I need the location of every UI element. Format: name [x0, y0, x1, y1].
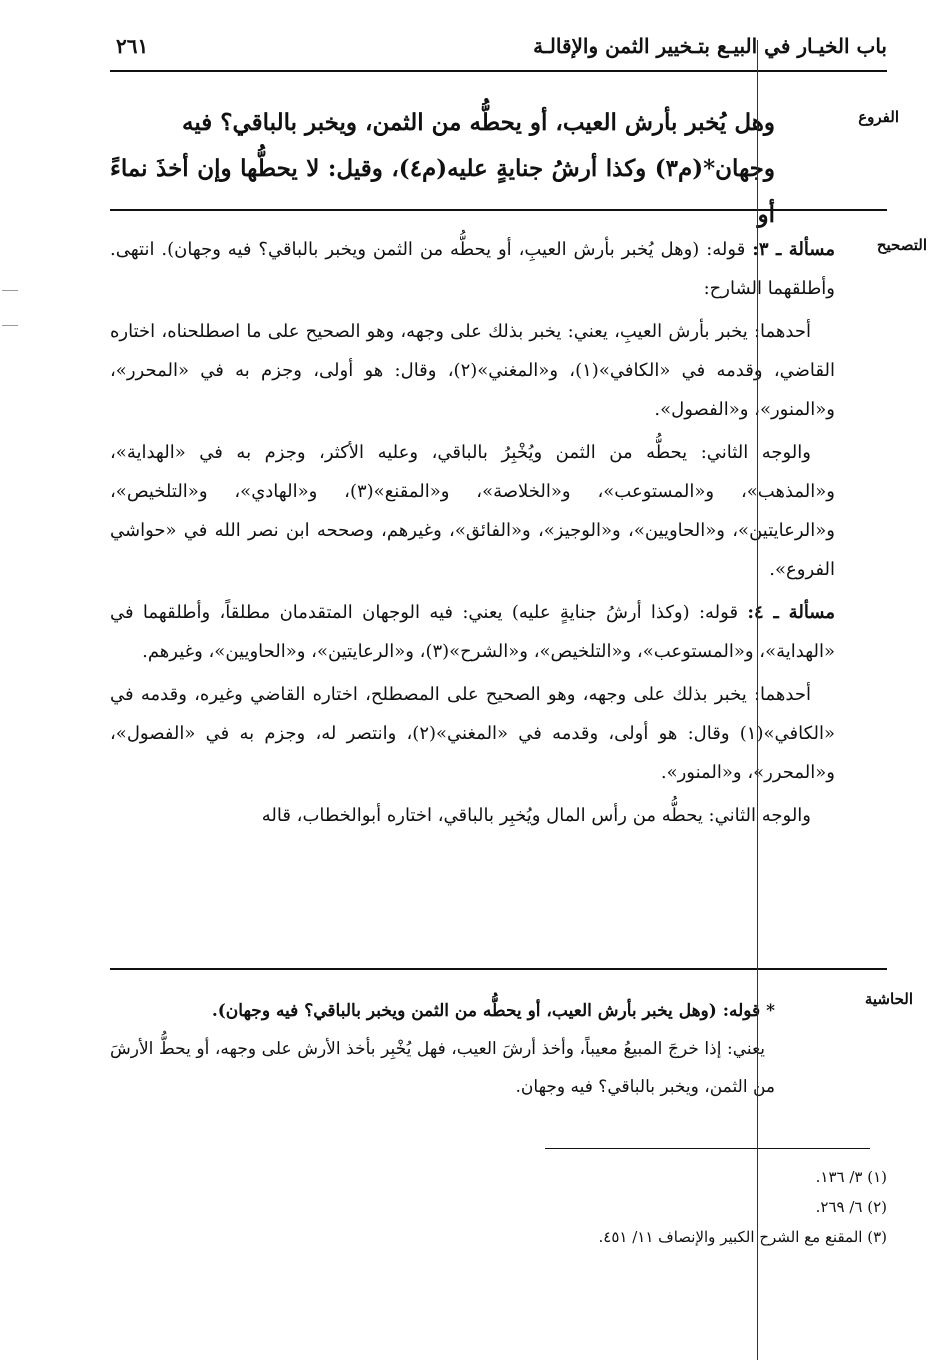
hashiya-body: يعني: إذا خرجَ المبيعُ معيباً، وأخذ أرشَ العيب، فهل يُخْبِر بأخذ الأرش على وجهه، أو يحطُّ الأرشَ من الثمن، ويخبر بالباقي؟ فيه وجهان.: [110, 1039, 775, 1097]
paragraph-body: والوجه الثاني: يحطُّه من رأس المال ويُخبِر بالباقي، اختاره أبوالخطاب، قاله: [261, 805, 811, 826]
tashih-paragraph: [110, 312, 835, 429]
margin-label-hashiya: الحاشية: [864, 990, 913, 1008]
furu-line: وجهان*(م٣) وكذا أرشُ جنايةٍ عليه(م٤)، وقيل: لا يحطُّها وإن أخذَ نماءً أو: [110, 155, 775, 228]
furu-line: وهل يُخبر بأرش العيب، أو يحطُّه من الثمن، ويخبر بالباقي؟ فيه: [182, 109, 775, 136]
paragraph-body: أحدهما: يخبر بأرش العيبِ، يعني: يخبر بذلك على وجهه، وهو الصحيح على ما اصطلحناه، اختاره القاضي، وقدمه في «الكافي»(١)، و«المغني»(٢)، وقال: هو أولى، وجزم به في «المحرر»، و«المنور»، و«الفصول».: [110, 321, 835, 420]
tashih-paragraph: [110, 433, 835, 589]
tashih-text: [110, 230, 835, 839]
scan-edge-mark: [2, 325, 18, 326]
section-separator: [110, 209, 887, 211]
paragraph-body: أحدهما: يخبر بذلك على وجهه، وهو الصحيح على المصطلح، اختاره القاضي وغيره، وقدمه في «الكافي»(١) وقال: هو أولى، وقدمه في «المغني»(٢)، وانتصر له، وجزم به في «الفصول»، و«المحرر»، و«المنور».: [110, 684, 836, 783]
section-separator: [110, 968, 887, 970]
tashih-paragraph: [110, 796, 835, 835]
footnote: (٣) المقنع مع الشرح الكبير والإنصاف ١١/ ٤٥١.: [598, 1228, 887, 1246]
furu-text: [110, 100, 775, 238]
masala-lead: مسألة ـ ٤:: [747, 602, 836, 623]
hashiya-heading: * قوله: (وهل يخبر بأرش العيب، أو يحطُّه من الثمن ويخبر بالباقي؟ فيه وجهان).: [211, 1001, 775, 1021]
tashih-paragraph: [110, 675, 835, 792]
scan-edge-mark: [2, 290, 18, 291]
margin-label-furu: الفروع: [858, 108, 899, 126]
paragraph-body: قوله: (وكذا أرشُ جنايةٍ عليه) يعني: فيه الوجهان المتقدمان مطلقاً، وأطلقهما في «الهداية»، و«المستوعب»، و«التلخيص»، و«الشرح»(٣)، و«الرعايتين»، و«الحاويين»، وغيرهم.: [110, 602, 835, 662]
paragraph-body: والوجه الثاني: يحطُّه من الثمن ويُخْبِرُ بالباقي، وعليه الأكثر، وجزم به في «الهداية»، و«المذهب»، و«المستوعب»، و«الخلاصة»، و«المقنع»(٣)، و«الهادي»، و«التلخيص»، و«الرعايتين»، و«الحاويين»، و«الوجيز»، و«الفائق»، وغيرهم، وصححه ابن نصر الله في «حواشي الفروع».: [110, 442, 835, 580]
footnote: (١) ٣/ ١٣٦.: [815, 1168, 887, 1186]
scan-fold-line: [757, 40, 758, 1360]
margin-label-tashih: التصحيح: [876, 236, 927, 254]
paragraph-body: قوله: (وهل يُخبر بأرش العيبِ، أو يحطُّه من الثمن ويخبر بالباقي؟ فيه وجهان). انتهى. وأطلقهما الشارح:: [110, 239, 835, 299]
masala-lead: مسألة ـ ٣:: [752, 239, 836, 260]
page-header: [110, 30, 887, 72]
tashih-paragraph: [110, 230, 835, 308]
tashih-paragraph: [110, 593, 835, 671]
footnote-separator: [545, 1148, 870, 1149]
page-number: ٢٦١: [116, 34, 149, 58]
hashiya-text: [110, 992, 775, 1106]
footnote: (٢) ٦/ ٢٦٩.: [815, 1198, 887, 1216]
footnotes: [110, 1162, 887, 1252]
running-title: باب الخيـار في البيـع بتـخيير الثمن والإقالـة: [533, 34, 887, 58]
